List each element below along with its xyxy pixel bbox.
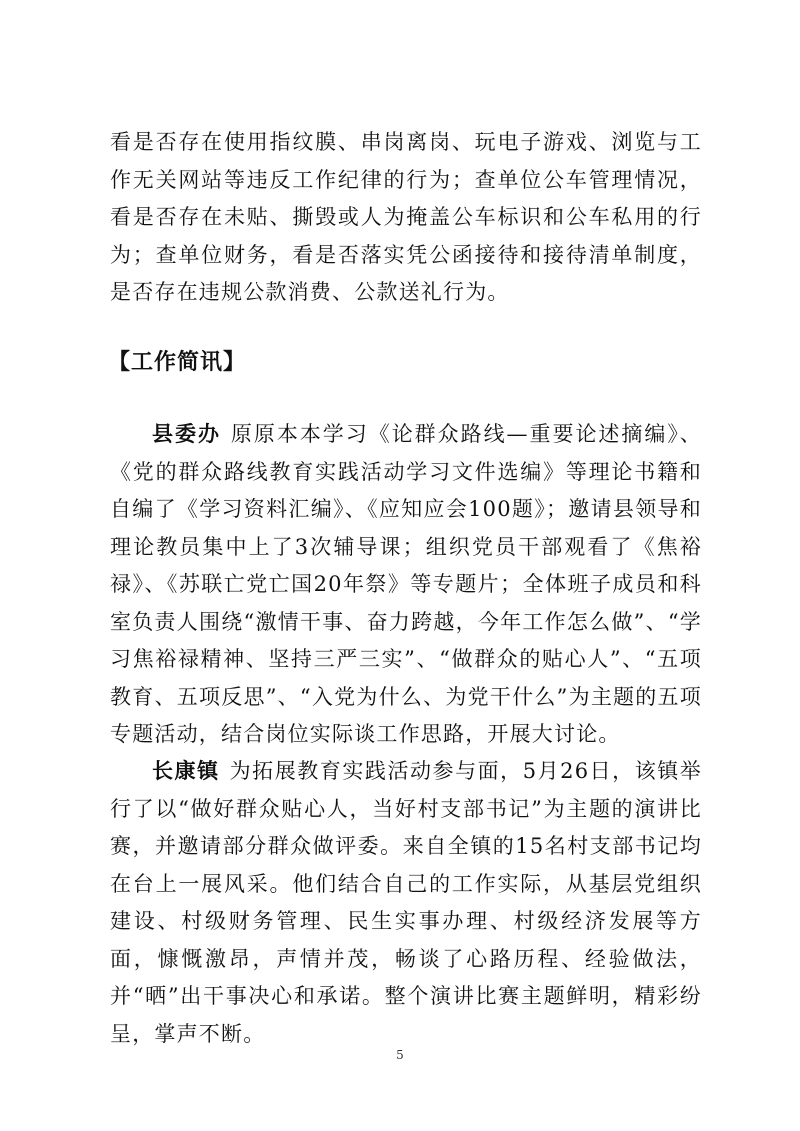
- intro-paragraph: 看是否存在使用指纹膜、串岗离岗、玩电子游戏、浏览与工作无关网站等违反工作纪律的行为；查单位公车管理情况，看是否存在未贴、撕毁或人为掩盖公车标识和公车私用的行为；查单位财务，看是否落实凭公函接待和接待清单制度，是否存在违规公款消费、公款送礼行为。: [110, 130, 702, 304]
- news-item-county-office: [110, 415, 702, 754]
- news-item-body: 原原本本学习《论群众路线—重要论述摘编》、《党的群众路线教育实践活动学习文件选编》等理论书籍和自编了《学习资料汇编》、《应知应会100题》；邀请县领导和理论教员集中上了3次辅导课；组织党员干部观看了《焦裕禄》、《苏联亡党亡国20年祭》等专题片；全体班子成员和科室负责人围绕“激情干事、奋力跨越，今年工作怎么做”、“学习焦裕禄精神、坚持三严三实”、“做群众的贴心人”、“五项教育、五项反思”、“入党为什么、为党干什么”为主题的五项专题活动，结合岗位实际谈工作思路，开展大讨论。: [110, 422, 703, 746]
- news-item-lead: 县委办: [152, 421, 221, 446]
- news-item-lead: 长康镇: [152, 758, 220, 783]
- section-heading: 【工作简讯】: [108, 349, 247, 375]
- page-number: 5: [396, 1048, 404, 1062]
- news-item-body: 为拓展教育实践活动参与面，5月26日，该镇举行了以“做好群众贴心人，当好村支部书记”为主题的演讲比赛，并邀请部分群众做评委。来自全镇的15名村支部书记均在台上一展风采。他们结合自己的工作实际，从基层党组织建设、村级财务管理、民生实事办理、村级经济发展等方面，慷慨激昂，声情并茂，畅谈了心路历程、经验做法，并“晒”出干事决心和承诺。整个演讲比赛主题鲜明，精彩纷呈，掌声不断。: [110, 759, 702, 1046]
- news-item-changkang-town: [110, 752, 702, 1053]
